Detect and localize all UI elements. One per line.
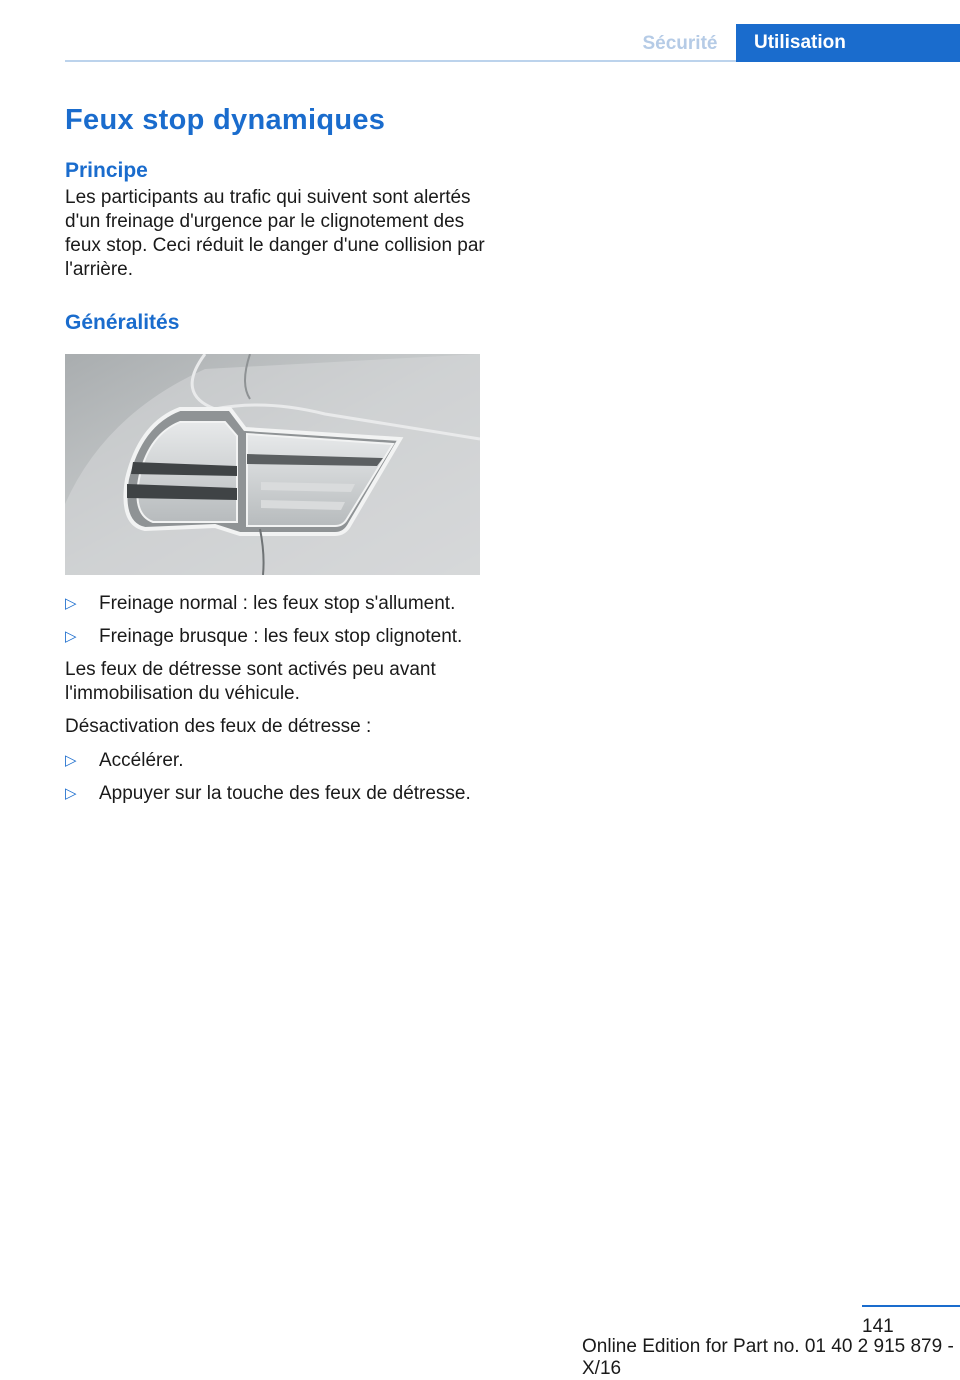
tab-utilisation[interactable]: Utilisation: [736, 24, 960, 62]
edition-label: Online Edition for Part no. 01 40 2 915 879 - X/16: [582, 1336, 954, 1379]
list-item: ▷ Freinage brusque : les feux stop clignotent.: [65, 626, 463, 647]
hazard-deactivation-text: Désactivation des feux de détresse :: [65, 716, 372, 737]
page-title: Feux stop dynamiques: [65, 104, 386, 136]
page-number: 141: [862, 1316, 894, 1337]
heading-generalites: Généralités: [65, 311, 180, 334]
list-item: ▷ Freinage normal : les feux stop s'allument.: [65, 593, 456, 614]
heading-principe: Principe: [65, 159, 148, 182]
page-content: [65, 98, 485, 806]
triangle-bullet-icon: ▷: [65, 628, 77, 645]
hazard-activation-text: Les feux de détresse sont activés peu avant l'immobilisation du véhicule.: [65, 659, 436, 704]
triangle-bullet-icon: ▷: [65, 752, 77, 769]
list-item: ▷ Accélérer.: [65, 750, 184, 771]
footer-rule: [862, 1305, 960, 1307]
triangle-bullet-icon: ▷: [65, 595, 77, 612]
principe-text: Les participants au trafic qui suivent sont alertés d'un freinage d'urgence par le clignotement des feux stop. Ceci réduit le danger d'une collision par l'arrière.: [65, 187, 485, 280]
tail-light-illustration: [65, 354, 480, 575]
tab-securite[interactable]: Sécurité: [642, 33, 718, 54]
deactivation-list: [65, 749, 485, 806]
braking-list: [65, 592, 485, 649]
list-item: ▷ Appuyer sur la touche des feux de détresse.: [65, 783, 471, 804]
triangle-bullet-icon: ▷: [65, 785, 77, 802]
